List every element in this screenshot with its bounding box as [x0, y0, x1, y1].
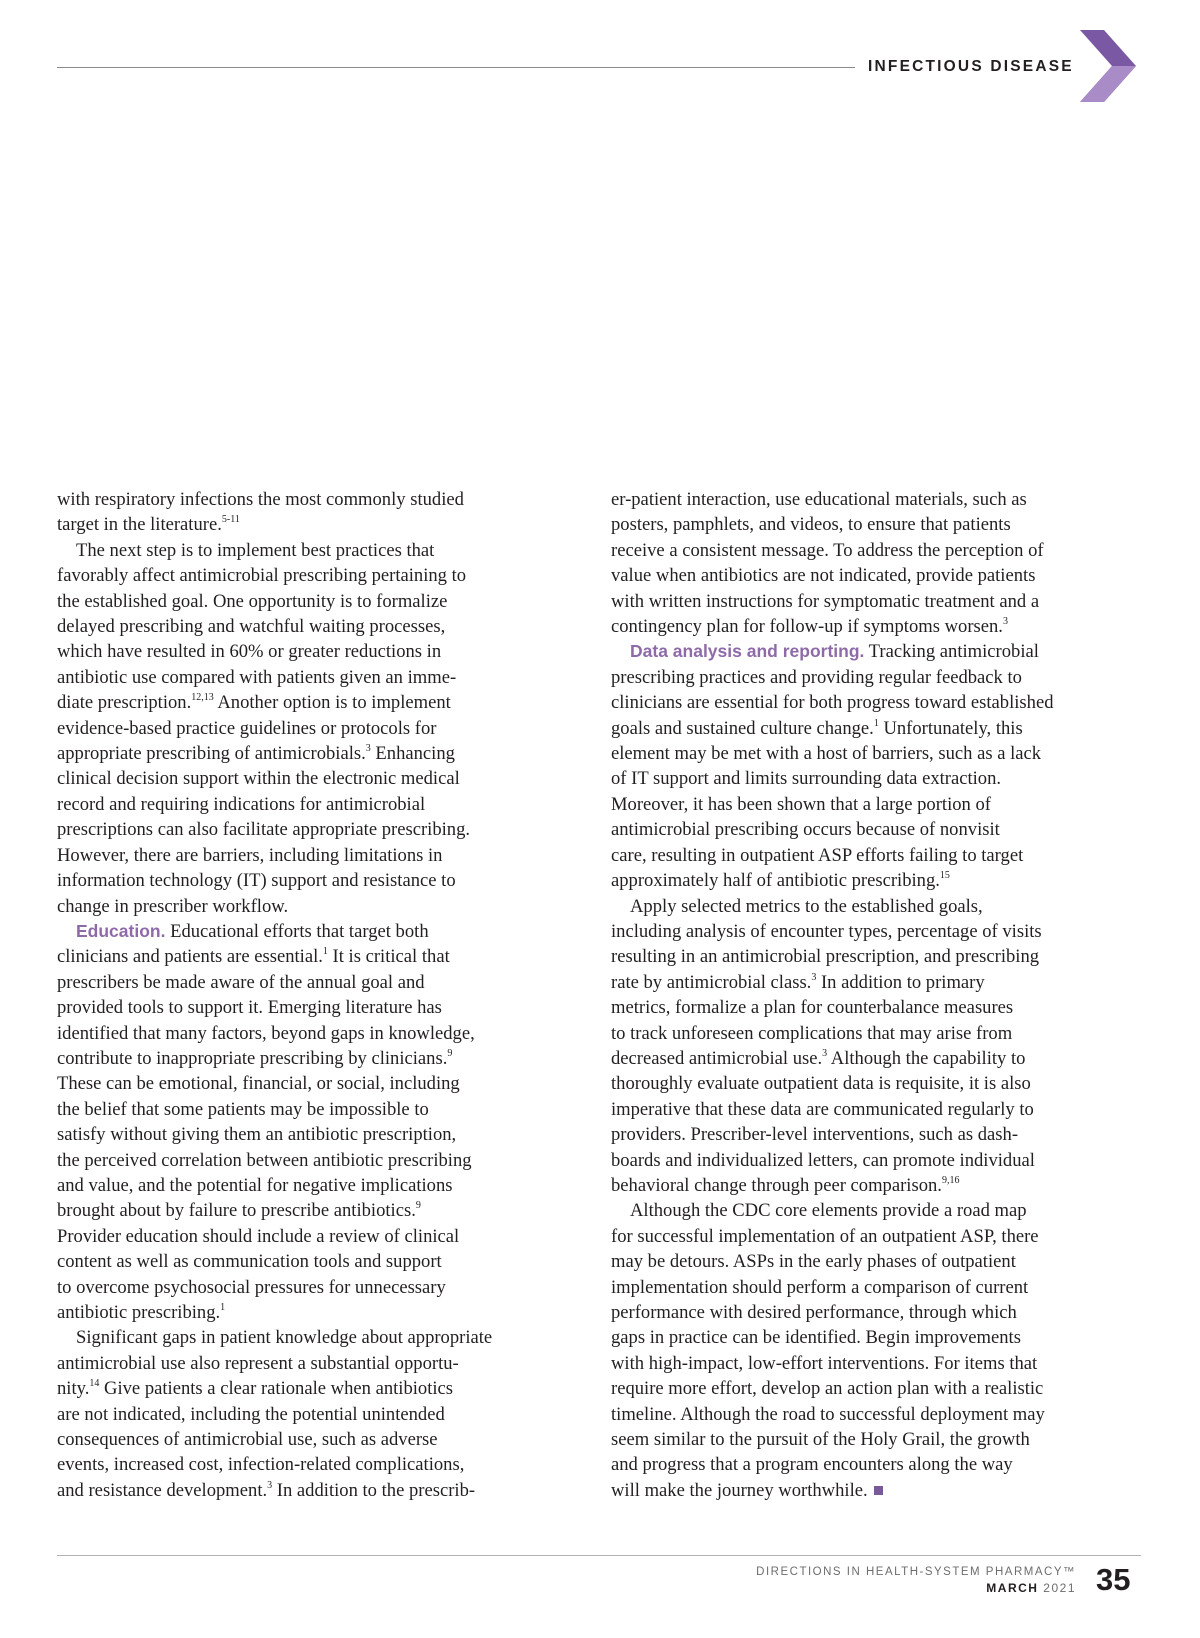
paragraph: Although the CDC core elements provide a road map for successful implementation of an outpatient ASP, there may be detours. ASPs in the early phases of outpatient implementation should perform a comparison of current performance with desired performance, through which gaps in practice can be identified. Begin improvements with high-impact, low-effort interventions. For items that require more effort, develop an action plan with a realistic timeline. Although the road to successful deployment may seem similar to the pursuit of the Holy Grail, the growth and progress that a program encounters along the way will make the journey worthwhile. — [611, 1200, 1045, 1501]
paragraph: Significant gaps in patient knowledge about appropriate antimicrobial use also represent a substantial opportu- nity.$^{14}$ Give patients a clear rationale when antibiotics are not indicated, including the potential unintended consequences of antimicrobial use, such as adverse events, increased cost, infection-related complications, and resistance development.$^3$ In addition to the prescrib- — [57, 1327, 493, 1501]
paragraph: Apply selected metrics to the established goals, including analysis of encounter types, percentage of visits resulting in an antimicrobial prescription, and prescribing rate by antimicrobial class.$^3$ In addition to primary metrics, formalize a plan for counterbalance measures to track unforeseen complications that may arise from decreased antimicrobial use.$^3$ Although the capability to thoroughly evaluate outpatient data is requisite, it is also imperative that these data are communicated regularly to providers. Prescriber-level interventions, such as dash- boards and individualized letters, can promote individual behavioral change through peer comparison.$^{9,16}$ — [611, 895, 1042, 1196]
left-column — [57, 487, 581, 1503]
paragraph: The next step is to implement best practices that favorably affect antimicrobial prescribing pertaining to the established goal. One opportunity is to formalize delayed prescribing and watchful waiting processes, which have resulted in 60% or greater reductions in antibiotic use compared with patients given an imme- diate prescription.$^{12,13}$ Another option is to implement evidence-based practice guidelines or protocols for appropriate prescribing of antimicrobials.$^3$ Enhancing clinical decision support within the electronic medical record and requiring indications for antimicrobial prescriptions can also facilitate appropriate prescribing. However, there are barriers, including limitations in information technology (IT) support and resistance to change in prescriber workflow. — [57, 539, 471, 917]
reference: 3 — [822, 1047, 828, 1059]
reference: 1 — [220, 1302, 226, 1313]
reference: 12,13 — [191, 692, 214, 704]
section-label: INFECTIOUS DISEASE — [868, 58, 1074, 75]
chevron-right-icon — [1080, 30, 1136, 102]
reference: 3 — [811, 971, 817, 983]
reference: 14 — [89, 1378, 100, 1390]
reference: 9,16 — [941, 1174, 960, 1186]
reference: 5-11 — [221, 514, 240, 526]
publication-name: DIRECTIONS IN HEALTH-SYSTEM PHARMACY™ — [756, 1566, 1076, 1578]
reference: 3 — [267, 1479, 273, 1491]
subhead-data-analysis: Data analysis and reporting. — [630, 641, 865, 662]
reference: 1 — [322, 946, 328, 958]
reference: 9 — [447, 1047, 453, 1059]
end-of-article-icon — [874, 1486, 883, 1495]
paragraph: with respiratory infections the most commonly studied target in the literature.$^{5-11}$ — [57, 489, 464, 536]
subhead-education: Education. — [76, 920, 166, 941]
reference: 1 — [873, 717, 879, 729]
paragraph: Education. Educational efforts that target both clinicians and patients are essential.$^1$ It is critical that prescribers be made aware of the annual goal and provided tools to support it. Emerging literature has identified that many factors, beyond gaps in knowledge, contribute to inappropriate prescribing by clinicians.$^9$ These can be emotional, financial, or social, including the belief that some patients may be impossible to satisfy without giving them an antibiotic prescription, the perceived correlation between antibiotic prescribing and value, and the potential for negative implications brought about by failure to prescribe antibiotics.$^9$ Provider education should include a review of clinical content as well as communication tools and support to overcome psychosocial pressures for unnecessary antibiotic prescribing.$^1$ — [57, 920, 475, 1323]
reference: 3 — [1002, 616, 1008, 628]
paragraph: er-patient interaction, use educational materials, such as posters, pamphlets, and videos, to ensure that patients receive a consistent message. To address the perception of value when antibiotics are not indicated, provide patients with written instructions for symptomatic treatment and a contingency plan for follow-up if symptoms worsen.$^3$ — [611, 489, 1044, 638]
page-number: 35 — [1096, 1562, 1131, 1597]
reference: 9 — [415, 1200, 421, 1212]
right-column — [611, 487, 1146, 1503]
header-rule — [57, 67, 855, 68]
footer-rule — [57, 1555, 1141, 1556]
reference: 15 — [939, 870, 950, 882]
reference: 3 — [365, 743, 371, 755]
paragraph: Data analysis and reporting. Tracking antimicrobial prescribing practices and providing regular feedback to clinicians are essential for both progress toward established goals and sustained culture change.$^1$ Unfortunately, this element may be met with a host of barriers, such as a lack of IT support and limits surrounding data extraction. Moreover, it has been shown that a large portion of antimicrobial prescribing occurs because of nonvisit care, resulting in outpatient ASP efforts failing to target approximately half of antibiotic prescribing.$^{15}$ — [611, 641, 1054, 892]
issue-date: MARCH 2021 — [986, 1581, 1076, 1595]
